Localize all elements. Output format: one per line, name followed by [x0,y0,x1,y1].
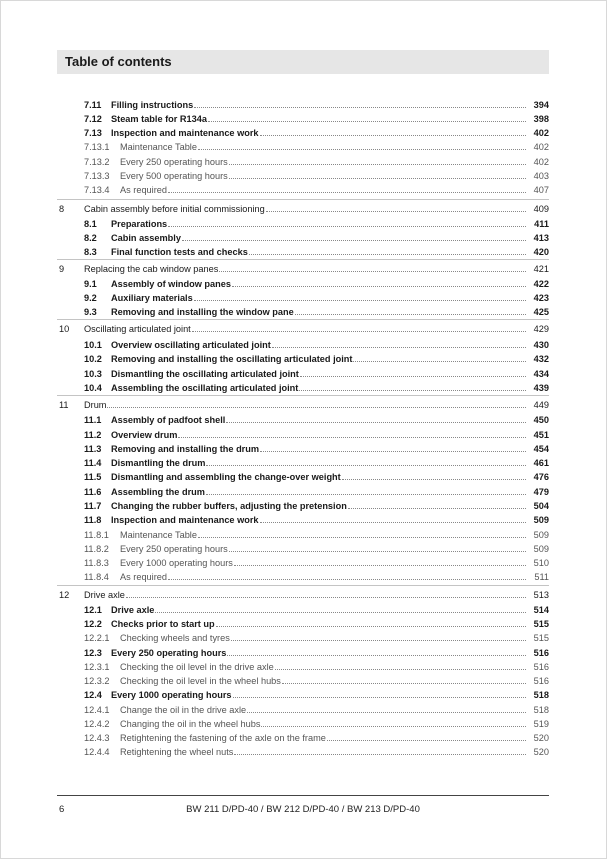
toc-entry-title: Assembling the oscillating articulated joint [111,383,299,393]
toc-entry-number: 12 [59,590,70,600]
toc-entry-page: 423 [533,293,549,303]
toc-entry-page: 520 [533,733,549,743]
toc-entry-number: 9.3 [84,307,97,317]
toc-section-entry[interactable] [84,127,549,139]
toc-entry-number: 12.4.1 [84,705,110,715]
toc-entry-title: Checking wheels and tyres [120,633,230,643]
dot-leader [260,522,526,523]
toc-entry-page: 425 [533,307,549,317]
toc-entry-number: 11 [59,400,69,410]
chapter-separator [57,585,549,586]
toc-entry-title: Removing and installing the window pane [111,307,294,317]
dot-leader [231,640,526,641]
toc-section-entry[interactable] [84,382,549,394]
toc-section-entry[interactable] [84,429,549,441]
dot-leader [107,407,526,408]
toc-entry-title: As required [120,572,167,582]
toc-subsection-entry[interactable] [84,557,549,569]
dot-leader [206,494,526,495]
toc-entry-page: 439 [533,383,549,393]
dot-leader [198,537,526,538]
dot-leader [348,508,526,509]
toc-entry-page: 515 [533,633,549,643]
toc-section-entry[interactable] [84,457,549,469]
dot-leader [232,286,526,287]
chapter-separator [57,319,549,320]
toc-entry-number: 7.13.4 [84,185,110,195]
toc-entry-number: 11.8.1 [84,530,109,540]
toc-entry-page: 516 [533,676,549,686]
dot-leader [275,669,526,670]
toc-entry-title: Every 250 operating hours [120,544,228,554]
toc-entry-title: Removing and installing the oscillating articulated joint [111,354,353,364]
dot-leader [249,254,526,255]
toc-section-entry[interactable] [84,500,549,512]
toc-entry-page: 402 [533,128,549,138]
toc-section-entry[interactable] [84,353,549,365]
toc-entry-title: Checking the oil level in the wheel hubs [120,676,281,686]
toc-entry-number: 8 [59,204,65,214]
toc-section-entry[interactable] [84,414,549,426]
toc-section-entry[interactable] [84,292,549,304]
toc-entry-number: 10.2 [84,354,102,364]
toc-chapter-entry[interactable] [59,203,549,215]
toc-entry-page: 394 [533,100,549,110]
toc-entry-page: 511 [534,572,549,582]
toc-entry-page: 403 [533,171,549,181]
toc-entry-number: 11.4 [84,458,102,468]
dot-leader [227,655,526,656]
dot-leader [260,451,526,452]
toc-section-entry[interactable] [84,471,549,483]
toc-entry-title: Dismantling the drum [111,458,206,468]
toc-entry-number: 12.2.1 [84,633,110,643]
dot-leader [295,314,526,315]
toc-entry-page: 504 [533,501,549,511]
toc-section-entry[interactable] [84,218,549,230]
toc-entry-page: 413 [533,233,549,243]
toc-entry-page: 518 [533,690,549,700]
toc-entry-number: 11.8 [84,515,102,525]
toc-section-entry[interactable] [84,306,549,318]
toc-subsection-entry[interactable] [84,543,549,555]
dot-leader [192,331,526,332]
toc-entry-number: 12.2 [84,619,102,629]
toc-subsection-entry[interactable] [84,141,549,153]
toc-entry-title: Filling instructions [111,100,194,110]
toc-entry-page: 509 [533,530,549,540]
toc-section-entry[interactable] [84,443,549,455]
toc-entry-number: 11.3 [84,444,102,454]
toc-entry-title: Assembly of padfoot shell [111,415,226,425]
toc-entry-title: Dismantling the oscillating articulated joint [111,369,299,379]
dot-leader [198,149,526,150]
toc-entry-title: Every 500 operating hours [120,171,228,181]
toc-section-entry[interactable] [84,618,549,630]
toc-entry-page: 402 [533,157,549,167]
toc-subsection-entry[interactable] [84,156,549,168]
toc-entry-title: Steam table for R134a [111,114,207,124]
dot-leader [234,565,526,566]
dot-leader [194,300,526,301]
dot-leader [219,271,526,272]
dot-leader [299,390,526,391]
toc-entry-page: 510 [533,558,549,568]
toc-entry-number: 7.13 [84,128,102,138]
toc-entry-title: Auxiliary materials [111,293,193,303]
toc-entry-title: Maintenance Table [120,530,197,540]
dot-leader [168,579,526,580]
toc-entry-page: 450 [533,415,549,425]
toc-entry-page: 451 [533,430,549,440]
dot-leader [216,626,526,627]
toc-entry-number: 11.8.2 [84,544,109,554]
toc-chapter-entry[interactable] [59,323,549,335]
toc-entry-number: 8.1 [84,219,97,229]
toc-section-entry[interactable] [84,647,549,659]
dot-leader [261,726,526,727]
toc-entry-title: Overview oscillating articulated joint [111,340,271,350]
toc-entry-title: Maintenance Table [120,142,197,152]
toc-entry-title: Preparations [111,219,168,229]
page-title: Table of contents [65,54,172,69]
toc-chapter-entry[interactable] [59,589,549,601]
toc-subsection-entry[interactable] [84,184,549,196]
toc-entry-page: 421 [533,264,549,274]
dot-leader [282,683,526,684]
toc-entry-title: Drive axle [111,605,155,615]
toc-entry-title: Every 1000 operating hours [111,690,232,700]
toc-entry-title: Changing the rubber buffers, adjusting the pretension [111,501,347,511]
dot-leader [247,712,526,713]
toc-entry-number: 9 [59,264,65,274]
dot-leader [353,361,526,362]
dot-leader [226,422,526,423]
toc-section-entry[interactable] [84,689,549,701]
toc-entry-title: Checking the oil level in the drive axle [120,662,274,672]
footer-page-number: 6 [59,804,65,815]
toc-entry-number: 9.2 [84,293,97,303]
toc-entry-number: 7.12 [84,114,102,124]
toc-section-entry[interactable] [84,368,549,380]
toc-entry-page: 479 [533,487,549,497]
toc-entry-page: 509 [533,544,549,554]
dot-leader [229,164,526,165]
dot-leader [229,178,526,179]
toc-section-entry[interactable] [84,339,549,351]
toc-entry-number: 11.6 [84,487,102,497]
dot-leader [229,551,526,552]
dot-leader [266,211,526,212]
toc-entry-number: 11.1 [84,415,102,425]
dot-leader [206,465,526,466]
toc-section-entry[interactable] [84,486,549,498]
toc-entry-title: Retightening the fastening of the axle on the frame [120,733,326,743]
toc-entry-title: Overview drum [111,430,178,440]
toc-entry-page: 434 [533,369,549,379]
toc-entry-page: 513 [533,590,549,600]
toc-subsection-entry[interactable] [84,632,549,644]
toc-entry-page: 449 [533,400,549,410]
chapter-separator [57,259,549,260]
toc-section-entry[interactable] [84,99,549,111]
dot-leader [327,740,526,741]
dot-leader [168,192,526,193]
toc-entry-page: 430 [533,340,549,350]
toc-entry-page: 409 [533,204,549,214]
toc-entry-number: 10.3 [84,369,102,379]
toc-entry-number: 12.3.2 [84,676,110,686]
toc-entry-title: Every 250 operating hours [120,157,228,167]
toc-entry-title: Retightening the wheel nuts [120,747,234,757]
toc-entry-number: 8.3 [84,247,97,257]
dot-leader [194,107,526,108]
toc-entry-number: 11.2 [84,430,102,440]
toc-entry-title: Cabin assembly before initial commissioning [84,204,265,214]
toc-entry-title: Removing and installing the drum [111,444,260,454]
toc-entry-title: Oscillating articulated joint [84,324,191,334]
dot-leader [342,479,526,480]
toc-entry-page: 461 [533,458,549,468]
dot-leader [300,376,526,377]
toc-subsection-entry[interactable] [84,704,549,716]
toc-entry-page: 515 [533,619,549,629]
toc-entry-page: 422 [533,279,549,289]
dot-leader [260,135,526,136]
toc-entry-title: Every 250 operating hours [111,648,227,658]
toc-entry-title: Assembly of window panes [111,279,231,289]
toc-entry-number: 9.1 [84,279,97,289]
toc-subsection-entry[interactable] [84,718,549,730]
chapter-separator [57,199,549,200]
toc-entry-number: 12.4.4 [84,747,110,757]
toc-entry-number: 11.8.4 [84,572,109,582]
toc-section-entry[interactable] [84,232,549,244]
toc-subsection-entry[interactable] [84,170,549,182]
toc-subsection-entry[interactable] [84,661,549,673]
toc-entry-number: 7.13.1 [84,142,110,152]
footer-model-designation: BW 211 D/PD-40 / BW 212 D/PD-40 / BW 213 D/PD-40 [186,804,420,815]
toc-entry-number: 8.2 [84,233,97,243]
dot-leader [182,240,526,241]
toc-entry-title: Assembling the drum [111,487,205,497]
toc-entry-title: Dismantling and assembling the change-over weight [111,472,341,482]
toc-entry-page: 411 [534,219,549,229]
toc-entry-number: 11.5 [84,472,102,482]
toc-entry-number: 10 [59,324,70,334]
toc-entry-number: 11.8.3 [84,558,109,568]
dot-leader [234,754,526,755]
toc-entry-page: 407 [533,185,549,195]
toc-entry-title: Replacing the cab window panes [84,264,219,274]
toc-entry-title: Change the oil in the drive axle [120,705,247,715]
toc-entry-page: 516 [533,648,549,658]
footer-divider [57,795,549,796]
toc-entry-title: Drive axle [84,590,125,600]
toc-entry-number: 11.7 [84,501,102,511]
dot-leader [126,597,526,598]
toc-subsection-entry[interactable] [84,732,549,744]
toc-subsection-entry[interactable] [84,571,549,583]
toc-entry-number: 12.4 [84,690,102,700]
toc-entry-page: 432 [533,354,549,364]
dot-leader [155,612,526,613]
toc-entry-page: 402 [533,142,549,152]
toc-entry-title: Changing the oil in the wheel hubs [120,719,261,729]
toc-subsection-entry[interactable] [84,529,549,541]
toc-entry-title: Final function tests and checks [111,247,248,257]
toc-chapter-entry[interactable] [59,263,549,275]
toc-entry-title: As required [120,185,167,195]
toc-entry-number: 12.4.3 [84,733,110,743]
dot-leader [272,347,526,348]
toc-section-entry[interactable] [84,278,549,290]
dot-leader [178,437,526,438]
toc-entry-title: Every 1000 operating hours [120,558,233,568]
toc-entry-number: 7.13.2 [84,157,110,167]
toc-entry-number: 12.4.2 [84,719,110,729]
toc-section-entry[interactable] [84,604,549,616]
chapter-separator [57,395,549,396]
toc-entry-page: 516 [533,662,549,672]
toc-entry-page: 509 [533,515,549,525]
toc-entry-title: Cabin assembly [111,233,181,243]
toc-entry-number: 12.3.1 [84,662,110,672]
toc-entry-page: 520 [533,747,549,757]
toc-entry-page: 454 [533,444,549,454]
toc-entry-page: 420 [533,247,549,257]
dot-leader [233,697,526,698]
toc-subsection-entry[interactable] [84,746,549,758]
toc-entry-page: 476 [533,472,549,482]
toc-entry-number: 7.13.3 [84,171,110,181]
toc-entry-title: Drum [84,400,107,410]
toc-entry-title: Inspection and maintenance work [111,128,259,138]
dot-leader [208,121,526,122]
toc-entry-number: 10.1 [84,340,102,350]
toc-entry-title: Inspection and maintenance work [111,515,259,525]
toc-section-entry[interactable] [84,514,549,526]
toc-entry-number: 12.3 [84,648,102,658]
toc-entry-page: 429 [533,324,549,334]
toc-section-entry[interactable] [84,246,549,258]
toc-entry-number: 10.4 [84,383,102,393]
toc-entry-page: 514 [533,605,549,615]
toc-chapter-entry[interactable] [59,399,549,411]
dot-leader [168,226,526,227]
toc-section-entry[interactable] [84,113,549,125]
toc-entry-number: 12.1 [84,605,102,615]
toc-entry-page: 519 [533,719,549,729]
toc-entry-page: 398 [533,114,549,124]
toc-entry-page: 518 [533,705,549,715]
toc-entry-title: Checks prior to start up [111,619,215,629]
toc-subsection-entry[interactable] [84,675,549,687]
toc-entry-number: 7.11 [84,100,102,110]
